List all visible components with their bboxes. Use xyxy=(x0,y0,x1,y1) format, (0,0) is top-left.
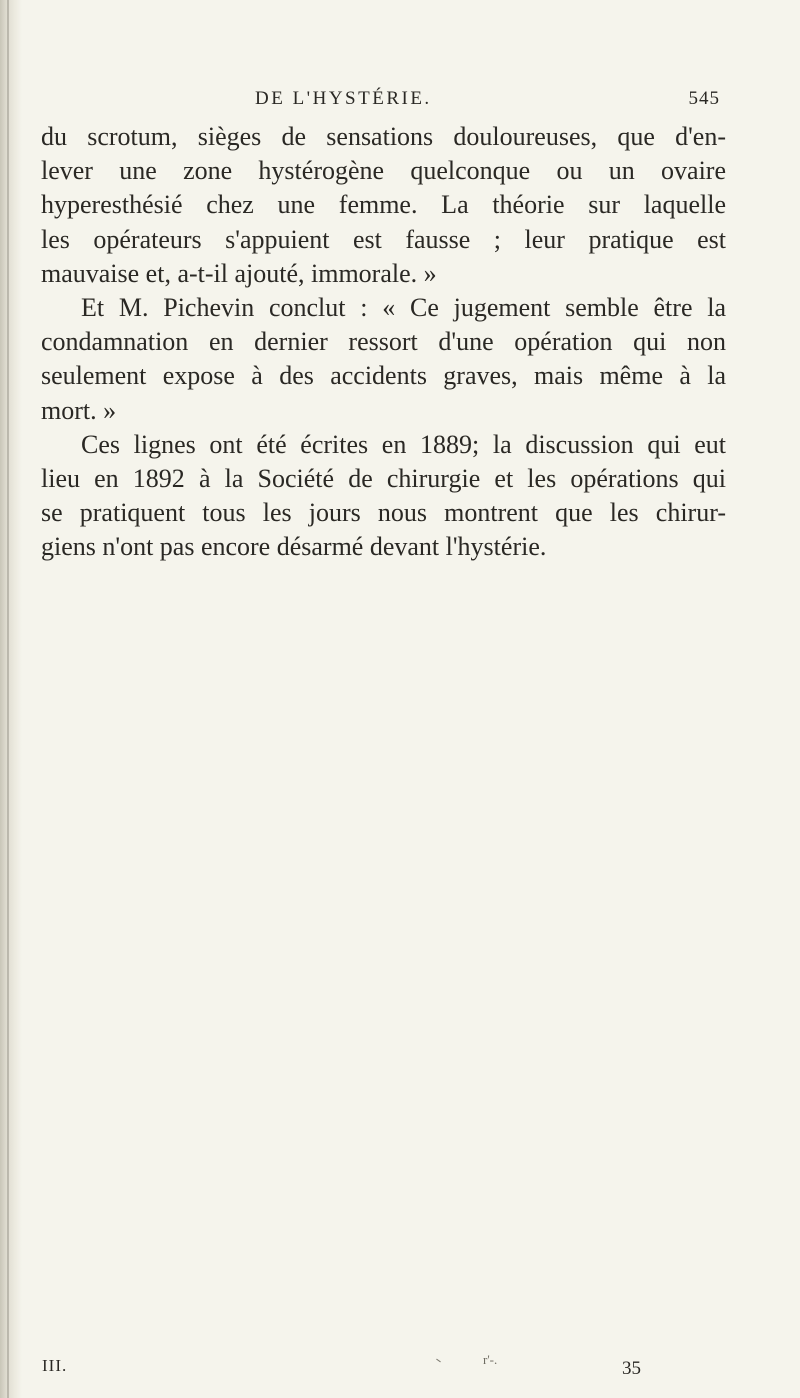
stray-ink-mark xyxy=(436,1359,441,1363)
text-line: du scrotum, sièges de sensations douloureuses, que d'en- xyxy=(41,122,726,151)
text-line: mort. » xyxy=(41,395,117,425)
signature-mark-center: r'-. xyxy=(483,1352,498,1367)
text-line: hyperesthésié chez une femme. La théorie sur laquelle xyxy=(41,190,726,220)
text-line: Ces lignes ont été écrites en 1889; la discussion qui eut xyxy=(81,429,726,459)
signature-mark-right: 35 xyxy=(622,1358,641,1379)
page-number: 545 xyxy=(688,88,720,109)
text-line: Et M. Pichevin conclut : « Ce jugement semble être la xyxy=(81,292,726,322)
running-head xyxy=(255,88,720,114)
text-line: se pratiquent tous les jours nous montrent que les chirur- xyxy=(41,498,726,528)
signature-mark-left: III. xyxy=(42,1356,68,1375)
text-line: les opérateurs s'appuient est fausse ; leur pratique est xyxy=(41,224,726,254)
text-line: mauvaise et, a-t-il ajouté, immorale. » xyxy=(41,258,437,288)
text-line: lever une zone hystérogène quelconque ou un ovaire xyxy=(41,156,726,186)
text-line: giens n'ont pas encore désarmé devant l'hystérie. xyxy=(41,532,547,562)
text-line: condamnation en dernier ressort d'une opération qui non xyxy=(41,327,726,357)
page-binding-edge xyxy=(7,0,9,1398)
body-text xyxy=(41,120,726,564)
running-title: DE L'HYSTÉRIE. xyxy=(255,88,432,109)
text-line: seulement expose à des accidents graves, mais même à la xyxy=(41,361,726,391)
text-line: lieu en 1892 à la Société de chirurgie et les opérations qui xyxy=(41,463,726,493)
page-binding-shadow xyxy=(0,0,22,1398)
